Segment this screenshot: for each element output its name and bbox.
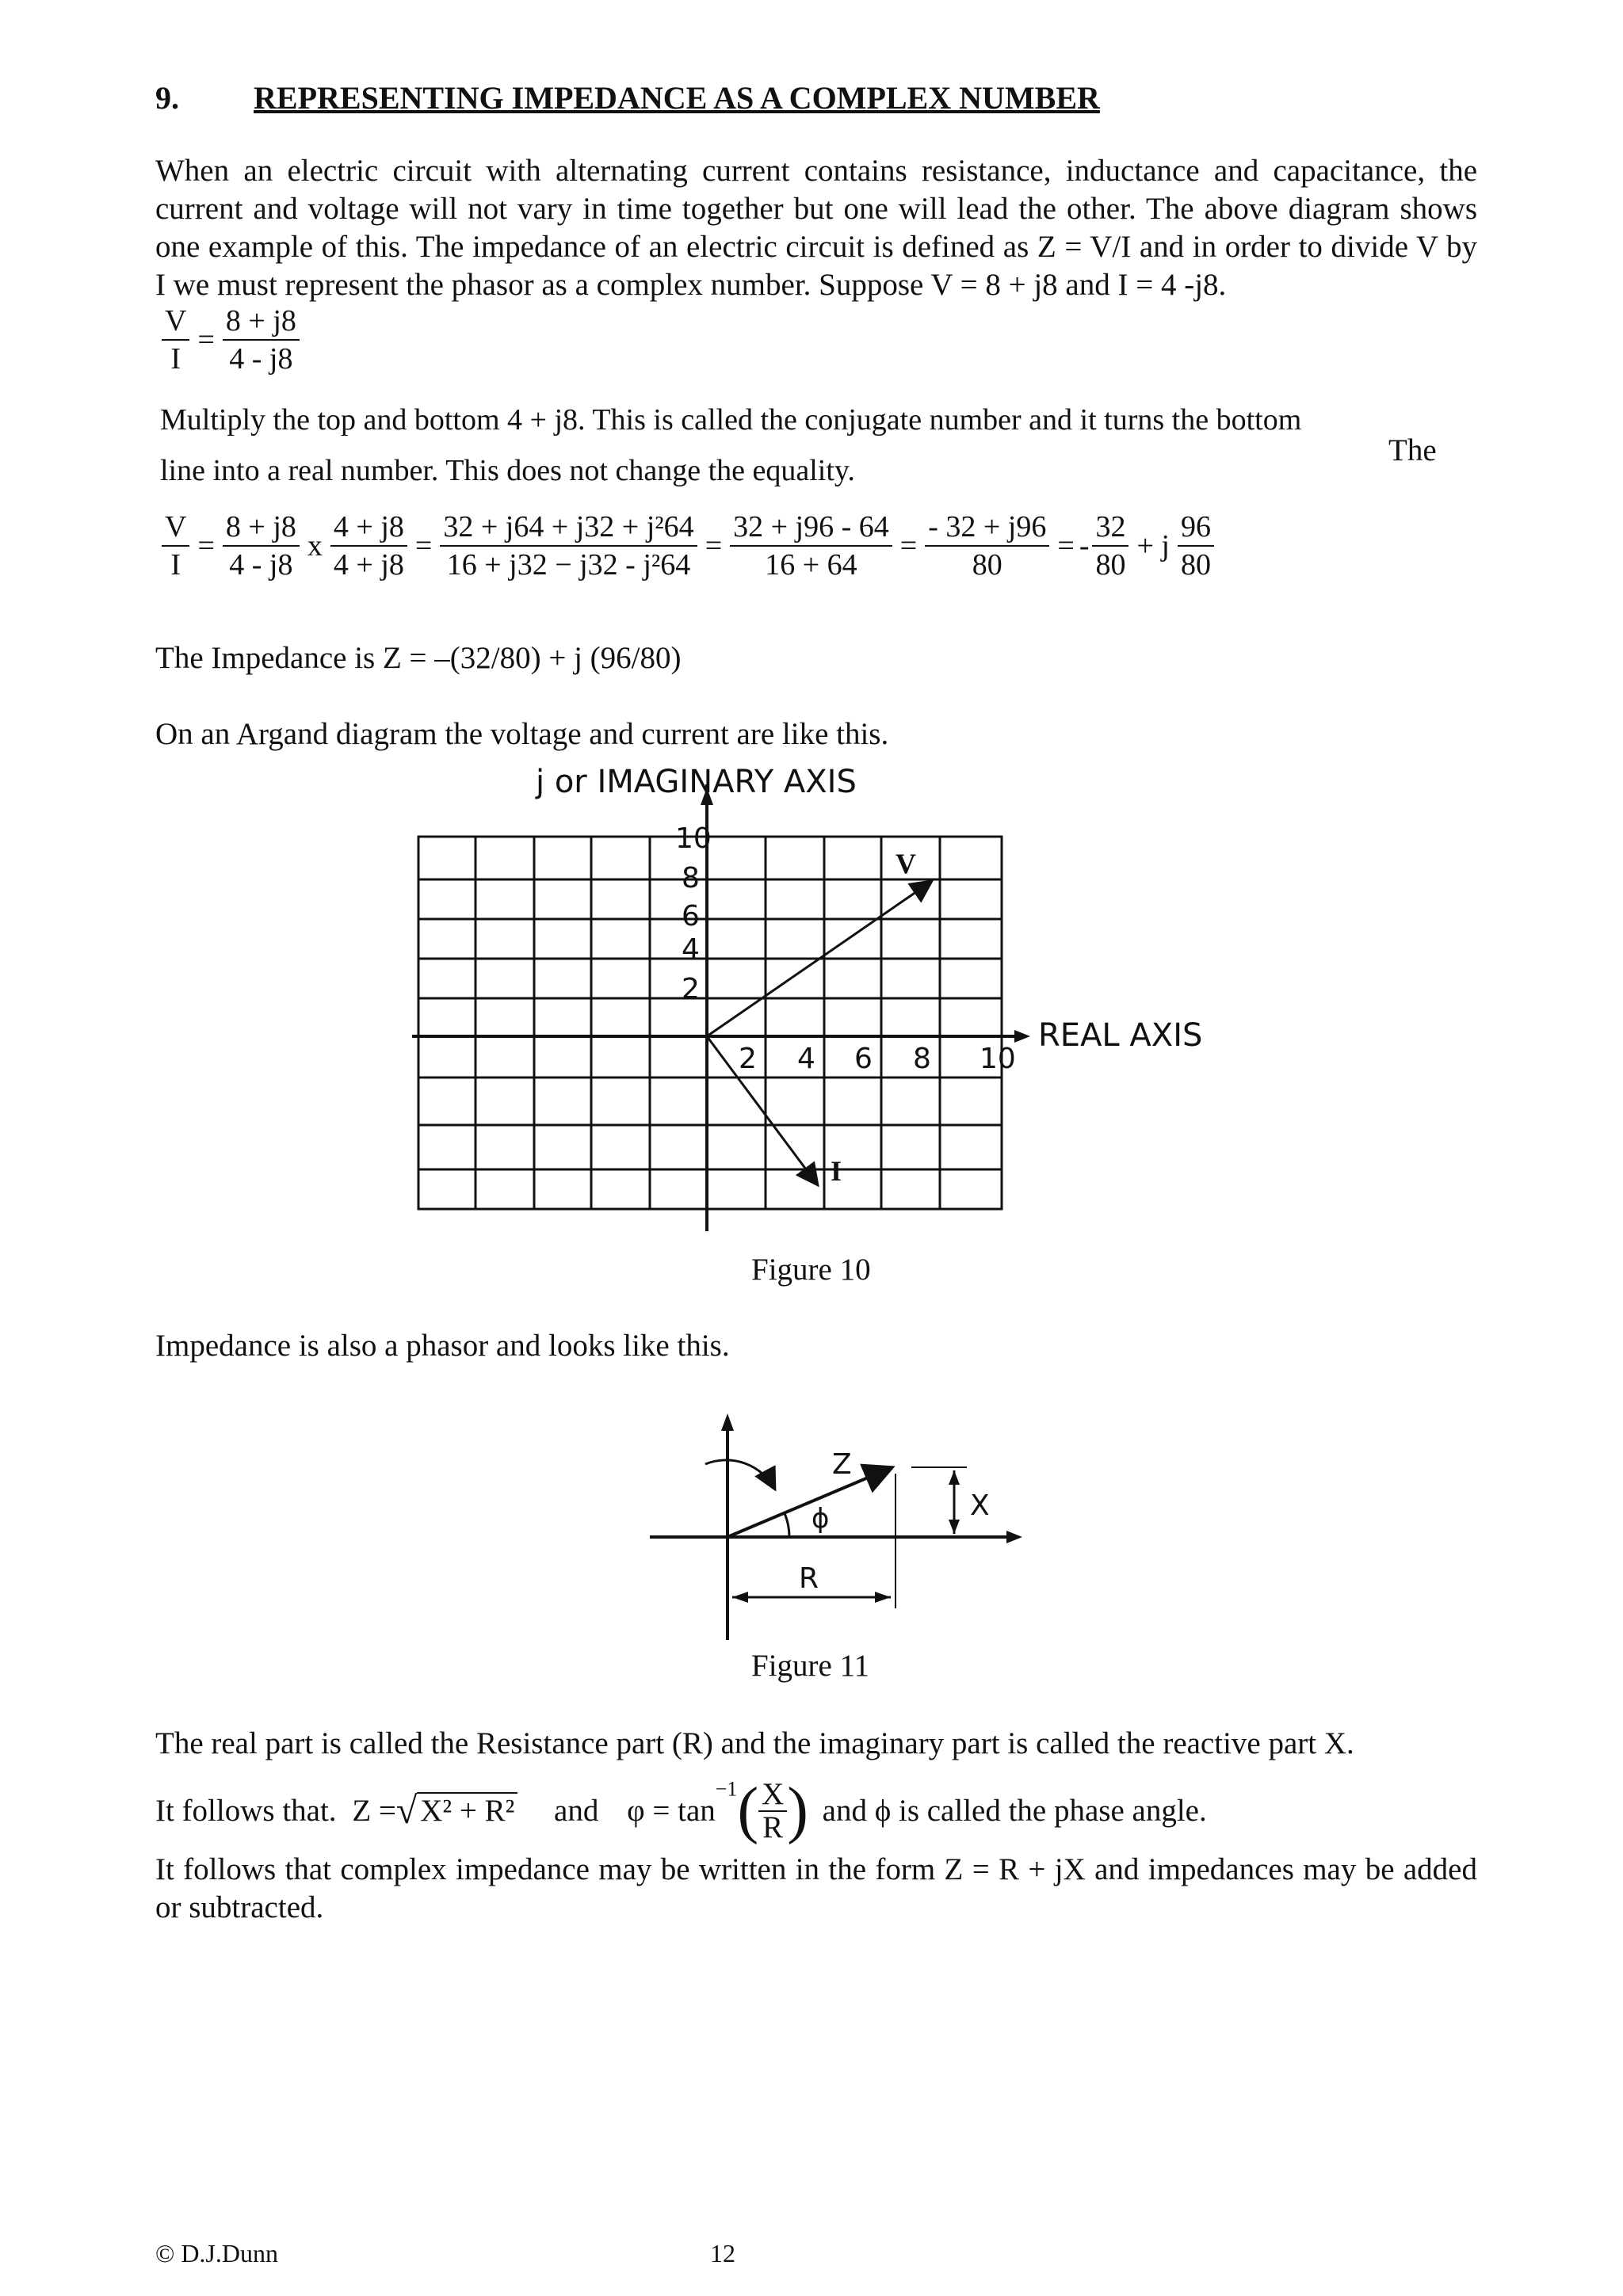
section-heading — [155, 79, 1100, 116]
x-tick-2: 2 — [739, 1043, 757, 1075]
eq2-f8-den: 80 — [1180, 548, 1211, 582]
left-paren-icon: ( — [737, 1775, 759, 1845]
eq1-equals: = — [197, 323, 215, 357]
conjugate-line-1: Multiply the top and bottom 4 + j8. This is called the conjugate number and it turns the bottom — [160, 403, 1302, 437]
conjugate-line-2: line into a real number. This does not change the equality. — [160, 454, 855, 487]
horizontal-axis-arrow-icon — [1006, 1531, 1022, 1543]
x-tick-4: 4 — [797, 1043, 815, 1075]
impedance-phasor-diagram — [634, 1394, 1030, 1656]
eq2-f4-num: 32 + j64 + j32 + j²64 — [440, 509, 697, 547]
phi-label: ϕ — [812, 1503, 830, 1535]
section-title: REPRESENTING IMPEDANCE AS A COMPLEX NUMBER — [254, 80, 1100, 116]
formula-and: and — [554, 1794, 599, 1828]
phi-arc — [785, 1513, 789, 1537]
eq2-f6-den: 80 — [972, 548, 1002, 582]
eq2-equals-5: = — [1057, 529, 1075, 563]
formula-prefix: It follows that. — [155, 1794, 337, 1828]
figure-11-caption: Figure 11 — [751, 1649, 870, 1683]
eq2-minus: - — [1079, 529, 1090, 563]
intro-paragraph: When an electric circuit with alternating current contains resistance, inductance and capacitance, the current and voltage will not vary in time together but one will lead the other. The above diagram shows one example of this. The impedance of an electric circuit is defined as Z = V/I and in order to divide V by I we must represent the phasor as a complex number. Suppose V = 8 + j8 and I = 4 -j8. — [155, 154, 1477, 302]
eq2-equals-1: = — [197, 529, 215, 563]
formula-phi: φ = tan — [627, 1794, 716, 1828]
formula-inverse: −1 — [715, 1777, 738, 1801]
eq2-f6-num: - 32 + j96 — [925, 509, 1049, 547]
eq1-lhs-num: V — [162, 303, 189, 341]
eq2-f8-num: 96 — [1178, 509, 1214, 547]
current-label: I — [831, 1155, 842, 1187]
closing-paragraph: It follows that complex impedance may be written in the form Z = R + jX and impedances may be added or subtracted. — [155, 1852, 1477, 1924]
eq2-f7-num: 32 — [1092, 509, 1128, 547]
right-paren-icon: ) — [787, 1775, 808, 1845]
formula-suffix: and ϕ is called the phase angle. — [822, 1794, 1207, 1828]
sqrt-icon: √ — [395, 1790, 418, 1832]
x-label: X — [970, 1489, 990, 1522]
footer-copyright: © D.J.Dunn — [155, 2239, 278, 2267]
formula-den: R — [762, 1810, 784, 1844]
eq2-f3-num: 4 + j8 — [330, 509, 407, 547]
imaginary-axis-title: j or IMAGINARY AXIS — [536, 764, 857, 800]
eq2-equals-4: = — [899, 529, 918, 563]
section-number: 9. — [155, 80, 179, 116]
x-down-arrow-icon — [949, 1520, 960, 1534]
eq2-times: x — [307, 529, 323, 563]
eq2-equals-3: = — [705, 529, 723, 563]
eq2-plus-j: + j — [1136, 529, 1170, 563]
eq2-f5-num: 32 + j96 - 64 — [730, 509, 892, 547]
eq1-rhs-num: 8 + j8 — [223, 303, 300, 341]
r-right-arrow-icon — [875, 1592, 891, 1603]
y-tick-2: 2 — [682, 973, 700, 1005]
eq2-f7-den: 80 — [1095, 548, 1126, 582]
reference-arc — [705, 1460, 775, 1489]
x-tick-8: 8 — [913, 1043, 931, 1075]
x-tick-6: 6 — [854, 1043, 873, 1075]
eq1-rhs-den: 4 - j8 — [229, 342, 293, 376]
formula-sqrt-arg: X² + R² — [417, 1792, 517, 1828]
eq2-equals-2: = — [414, 529, 433, 563]
eq2-f2-den: 4 - j8 — [229, 548, 293, 582]
r-left-arrow-icon — [732, 1592, 748, 1603]
equation-v-over-i — [158, 303, 303, 377]
y-tick-8: 8 — [682, 862, 700, 894]
vertical-axis-arrow-icon — [721, 1413, 734, 1431]
formula-num: X — [758, 1779, 787, 1812]
resistance-line: The real part is called the Resistance part (R) and the imaginary part is called the reactive part X. — [155, 1726, 1354, 1760]
y-tick-10: 10 — [675, 822, 712, 855]
x-up-arrow-icon — [949, 1470, 960, 1485]
eq1-lhs-den: I — [170, 342, 181, 376]
real-axis-arrow-icon — [1014, 1030, 1030, 1043]
equation-conjugate-expansion — [158, 509, 1217, 583]
z-phasor-arrow — [727, 1467, 892, 1537]
figure-10-caption: Figure 10 — [751, 1253, 871, 1287]
footer-page-number: 12 — [710, 2239, 735, 2267]
x-tick-10: 10 — [980, 1043, 1016, 1075]
impedance-result: The Impedance is Z = –(32/80) + j (96/80) — [155, 641, 682, 675]
formula-line — [155, 1775, 1207, 1846]
eq2-f3-den: 4 + j8 — [333, 548, 404, 582]
voltage-label: V — [896, 848, 916, 879]
eq2-f1-den: I — [170, 548, 181, 582]
y-tick-4: 4 — [682, 933, 700, 966]
eq2-f2-num: 8 + j8 — [223, 509, 300, 547]
z-label: Z — [832, 1448, 852, 1481]
argand-diagram — [396, 753, 1252, 1244]
argand-intro: On an Argand diagram the voltage and current are like this. — [155, 717, 889, 751]
formula-z: Z = — [352, 1794, 396, 1828]
r-label: R — [799, 1562, 819, 1595]
eq2-f1-num: V — [162, 509, 189, 547]
stray-the-word: The — [1388, 433, 1437, 467]
eq2-f5-den: 16 + 64 — [765, 548, 857, 582]
y-tick-6: 6 — [682, 900, 700, 933]
real-axis-title: REAL AXIS — [1038, 1017, 1203, 1054]
eq2-f4-den: 16 + j32 − j32 - j²64 — [446, 548, 691, 582]
phasor-intro: Impedance is also a phasor and looks like this. — [155, 1329, 730, 1363]
